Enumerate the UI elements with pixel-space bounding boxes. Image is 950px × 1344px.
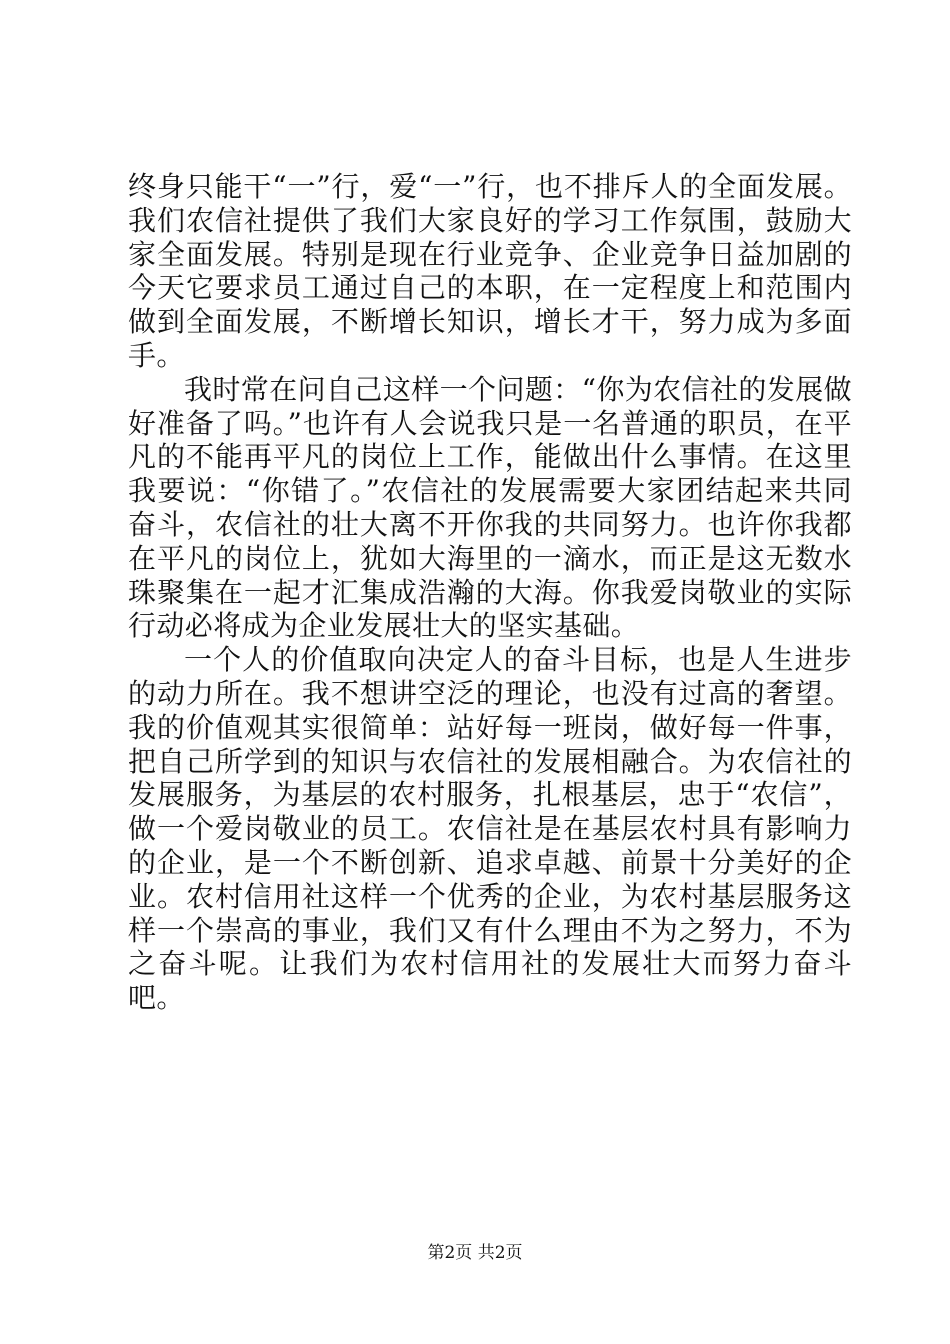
page-footer: [0, 1242, 950, 1264]
page-number-label: 第2页 共2页: [427, 1243, 523, 1263]
paragraph-3: 一个人的价值取向决定人的奋斗目标，也是人生进步的动力所在。我不想讲空泛的理论，也没有过高的奢望。我的价值观其实很简单：站好每一班岗，做好每一件事，把自己所学到的知识与农信社的发展相融合。为农信社的发展服务，为基层的农村服务，扎根基层，忠于“农信”，做一个爱岗敬业的员工。农信社是在基层农村具有影响力的企业，是一个不断创新、追求卓越、前景十分美好的企业。农村信用社这样一个优秀的企业，为农村基层服务这样一个崇高的事业，我们又有什么理由不为之努力，不为之奋斗呢。让我们为农村信用社的发展壮大而努力奋斗吧。: [128, 643, 852, 1015]
paragraph-2: 我时常在问自己这样一个问题：“你为农信社的发展做好准备了吗。”也许有人会说我只是一名普通的职员，在平凡的不能再平凡的岗位上工作，能做出什么事情。在这里我要说：“你错了。”农信社的发展需要大家团结起来共同奋斗，农信社的壮大离不开你我的共同努力。也许你我都在平凡的岗位上，犹如大海里的一滴水，而正是这无数水珠聚集在一起才汇集成浩瀚的大海。你我爱岗敬业的实际行动必将成为企业发展壮大的坚实基础。: [128, 372, 852, 643]
document-body: [128, 170, 852, 1015]
paragraph-1: 终身只能干“一”行，爱“一”行，也不排斥人的全面发展。我们农信社提供了我们大家良好的学习工作氛围，鼓励大家全面发展。特别是现在行业竞争、企业竞争日益加剧的今天它要求员工通过自己的本职，在一定程度上和范围内做到全面发展，不断增长知识，增长才干，努力成为多面手。: [128, 170, 852, 372]
